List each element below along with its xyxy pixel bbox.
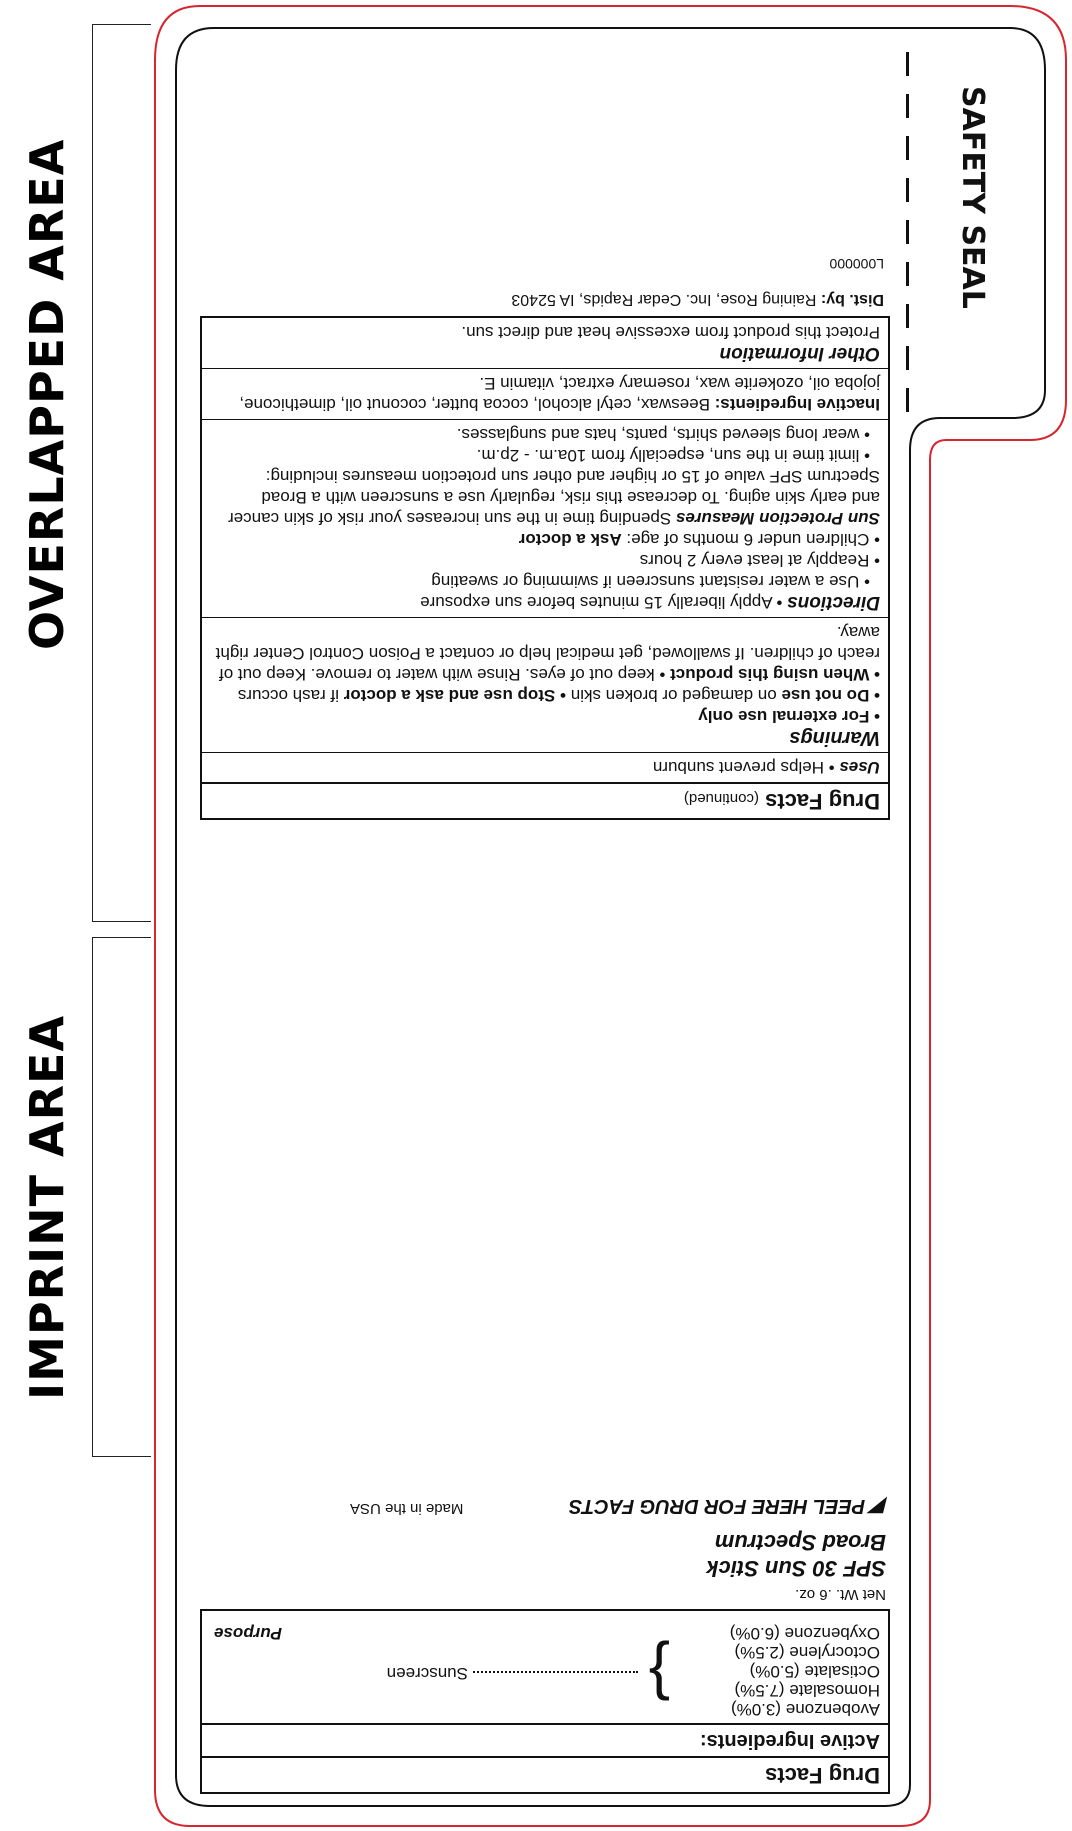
directions-section: Directions • Apply liberally 15 minutes before sun exposure • Use a water resistant sunscreen if swimming or sweating • Reapply at least every 2 hours • Children under 6 months of age: Ask a doctor Sun Protection Measures Spending time in the sun increases your risk of skin cancer and early skin aging. To decrease this risk, regularly use a sunscreen with a Broad Spectrum SPF value of 15 or higher and other sun protection measures including: • limit time in the sun, especially from 10a.m. - 2p.m. • wear long sleeved shirts, pants, hats and sunglasses. bbox=[202, 419, 888, 617]
net-weight: Net Wt. .6 oz. bbox=[795, 1586, 886, 1603]
safety-seal-label: SAFETY SEAL bbox=[955, 86, 990, 309]
imprint-area-label: IMPRINT AREA bbox=[20, 1014, 74, 1400]
drug-facts-2-title: Drug Facts (continued) bbox=[202, 782, 888, 818]
drug-facts-continued-block bbox=[200, 60, 890, 820]
made-in-usa: Made in the USA bbox=[350, 1500, 464, 1517]
product-line-1: Broad Spectrum bbox=[714, 1530, 886, 1555]
warnings-section: Warnings • For external use only • Do not use on damaged or broken skin • Stop use and ask a doctor if rash occurs • When using this product • keep out of eyes. Rinse with water to remove. Keep out of reach of children. If swallowed, get medical help or contact a Poison Control Center right away. bbox=[202, 617, 888, 752]
ingredient-row: Homosalate (7.5%) bbox=[734, 1681, 880, 1700]
product-line-2: SPF 30 Sun Stick bbox=[706, 1556, 886, 1581]
ingredient-row: Octisalate (5.0%) bbox=[749, 1662, 880, 1681]
distributor-line: Dist. by: Raining Rose, Inc. Cedar Rapids, IA 52403 bbox=[511, 291, 884, 308]
ingredient-row: Octocrylene (2.5%) bbox=[734, 1643, 880, 1662]
brace: } bbox=[648, 1640, 670, 1712]
active-ingredients-list bbox=[202, 1611, 888, 1723]
overlapped-area-label: OVERLAPPED AREA bbox=[20, 138, 74, 650]
peel-here[interactable]: ◤ PEEL HERE FOR DRUG FACTS bbox=[568, 1495, 886, 1517]
purpose-sunscreen: Sunscreen bbox=[386, 1664, 468, 1683]
front-label-text bbox=[200, 1489, 890, 1609]
inactive-ingredients-section: Inactive Ingredients: Beeswax, cetyl alcohol, cocoa butter, coconut oil, dimethicone, jojoba oil, ozokerite wax, rosemary extract, vitamin E. bbox=[202, 368, 888, 419]
drug-facts-panel-2 bbox=[200, 316, 890, 820]
purpose-title: Purpose bbox=[214, 1624, 283, 1643]
drug-facts-front-block bbox=[200, 1464, 890, 1794]
lot-code: L000000 bbox=[829, 256, 884, 272]
dotted-leader bbox=[473, 1671, 638, 1673]
uses-section: Uses • Helps prevent sunburn bbox=[202, 752, 888, 782]
ingredient-row: Avobenzone (3.0%) bbox=[730, 1700, 880, 1719]
other-information-section: Other Information Protect this product from excessive heat and direct sun. bbox=[461, 323, 880, 364]
drug-facts-1-title: Drug Facts bbox=[202, 1756, 888, 1792]
peel-arrow-icon: ◤ bbox=[865, 1495, 886, 1517]
ingredient-names bbox=[730, 1624, 880, 1719]
ingredient-row: Oxybenzone (6.0%) bbox=[729, 1624, 880, 1643]
active-ingredients-title: Active Ingredients: bbox=[202, 1723, 888, 1756]
drug-facts-panel-1 bbox=[200, 1609, 890, 1794]
